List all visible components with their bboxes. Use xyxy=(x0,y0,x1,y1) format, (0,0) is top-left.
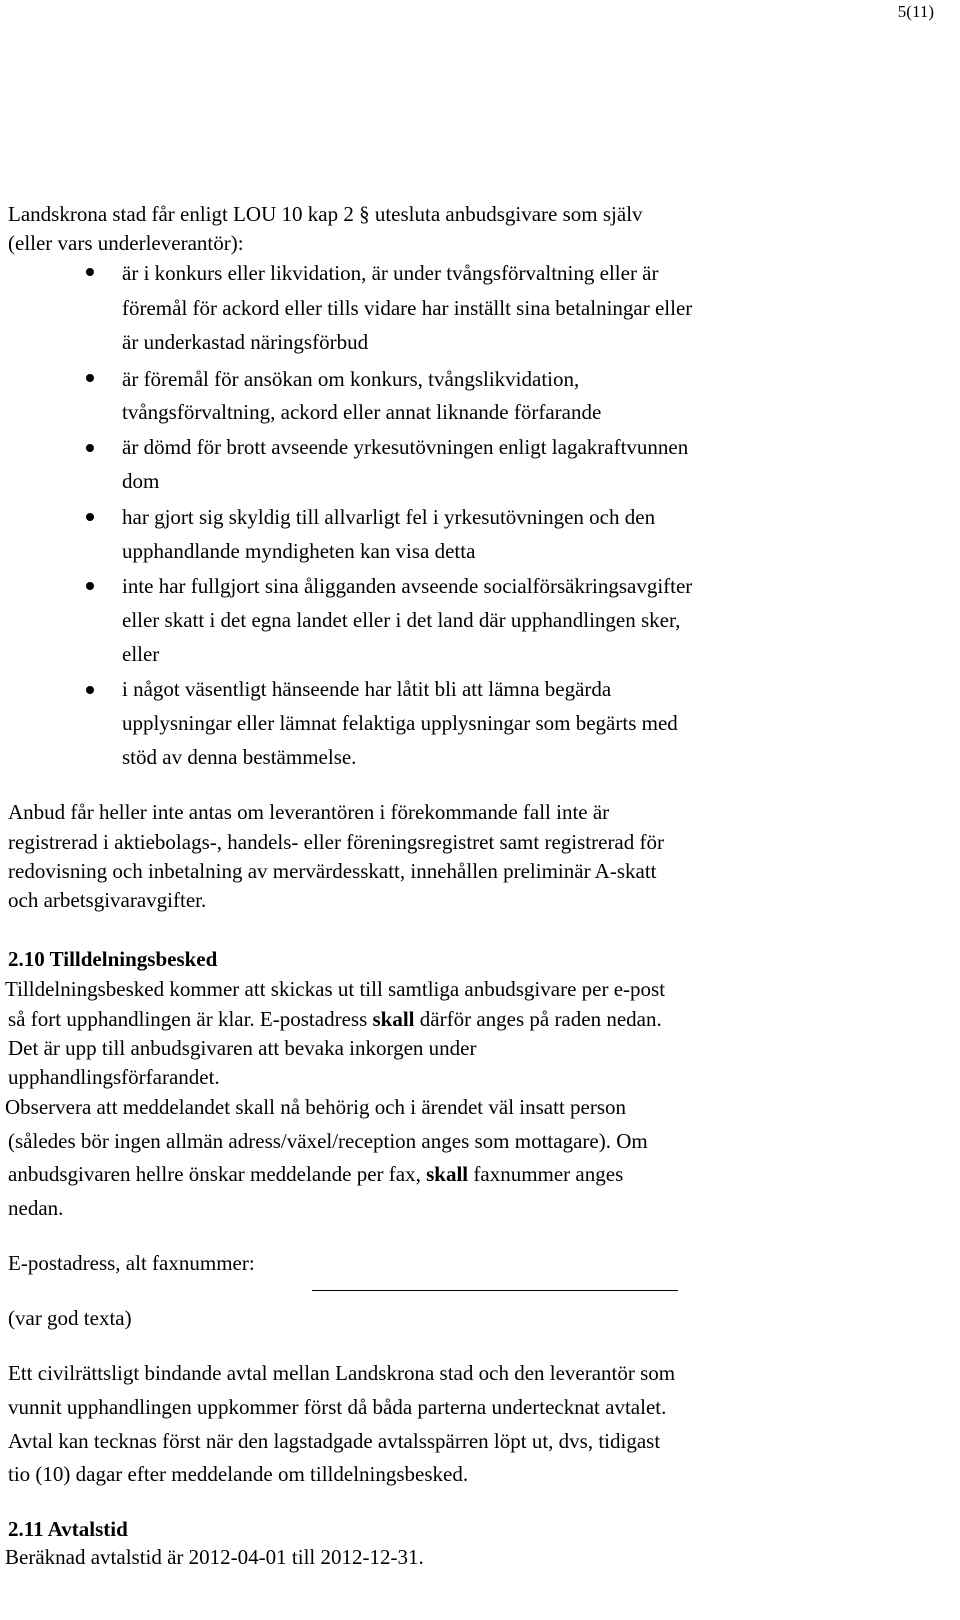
tilldelning-line: upphandlingsförfarandet. xyxy=(8,1065,220,1089)
bullet-icon xyxy=(86,268,94,276)
contact-field-label: E-postadress, alt faxnummer: xyxy=(8,1251,255,1275)
tilldelning-line: anbudsgivaren hellre önskar meddelande per fax, skall faxnummer anges xyxy=(8,1162,624,1186)
list-item-line: dom xyxy=(122,469,160,493)
tilldelning-line: Tilldelningsbesked kommer att skickas ut till samtliga anbudsgivare per e-post xyxy=(5,977,666,1001)
list-item-line: eller skatt i det egna landet eller i det land där upphandlingen sker, xyxy=(122,608,681,632)
list-item-line: stöd av denna bestämmelse. xyxy=(122,745,357,769)
anbud-line: redovisning och inbetalning av mervärdesskatt, innehållen preliminär A-skatt xyxy=(8,859,657,883)
list-item-line: föremål för ackord eller tills vidare har inställt sina betalningar eller xyxy=(122,296,693,320)
anbud-line: Anbud får heller inte antas om leverantören i förekommande fall inte är xyxy=(8,800,610,824)
bullet-icon xyxy=(86,374,94,382)
contact-field-hint: (var god texta) xyxy=(8,1306,132,1330)
tilldelning-line: Det är upp till anbudsgivaren att bevaka inkorgen under xyxy=(8,1036,477,1060)
page-number: 5(11) xyxy=(897,2,934,21)
tilldelning-line: nedan. xyxy=(8,1196,64,1220)
list-item-line: tvångsförvaltning, ackord eller annat liknande förfarande xyxy=(122,400,602,424)
avtal-line: tio (10) dagar efter meddelande om tilldelningsbesked. xyxy=(8,1462,469,1486)
intro-line-1: Landskrona stad får enligt LOU 10 kap 2 § utesluta anbudsgivare som själv xyxy=(8,202,643,226)
tilldelning-line: så fort upphandlingen är klar. E-postadress skall därför anges på raden nedan. xyxy=(8,1007,662,1031)
avtal-line: Ett civilrättsligt bindande avtal mellan Landskrona stad och den leverantör som xyxy=(8,1361,676,1385)
anbud-line: registrerad i aktiebolags-, handels- eller föreningsregistret samt registrerad för xyxy=(8,830,664,854)
list-item-line: är i konkurs eller likvidation, är under tvångsförvaltning eller är xyxy=(122,261,659,285)
list-item-line: eller xyxy=(122,642,160,666)
bullet-icon xyxy=(86,686,94,694)
list-item-line: är dömd för brott avseende yrkesutövningen enligt lagakraftvunnen xyxy=(122,435,689,459)
list-item-line: är föremål för ansökan om konkurs, tvångslikvidation, xyxy=(122,367,580,391)
list-item-line: har gjort sig skyldig till allvarligt fel i yrkesutövningen och den xyxy=(122,505,656,529)
section-heading-2-10: 2.10 Tilldelningsbesked xyxy=(8,947,218,971)
avtal-line: vunnit upphandlingen uppkommer först då båda parterna undertecknat avtalet. xyxy=(8,1395,667,1419)
list-item-line: upphandlande myndigheten kan visa detta xyxy=(122,539,476,563)
tilldelning-line: (således bör ingen allmän adress/växel/reception anges som mottagare). Om xyxy=(8,1129,648,1153)
list-item-line: upplysningar eller lämnat felaktiga upplysningar som begärts med xyxy=(122,711,678,735)
avtal-line: Avtal kan tecknas först när den lagstadgade avtalsspärren löpt ut, dvs, tidigast xyxy=(8,1429,661,1453)
avtalstid-line: Beräknad avtalstid är 2012-04-01 till 2012-12-31. xyxy=(5,1545,424,1569)
anbud-line: och arbetsgivaravgifter. xyxy=(8,888,207,912)
tilldelning-line: Observera att meddelandet skall nå behörig och i ärendet väl insatt person xyxy=(5,1095,627,1119)
list-item-line: är underkastad näringsförbud xyxy=(122,330,369,354)
bullet-icon xyxy=(86,444,94,452)
contact-field-input-line[interactable] xyxy=(312,1290,678,1291)
bullet-icon xyxy=(86,513,94,521)
list-item-line: i något väsentligt hänseende har låtit bli att lämna begärda xyxy=(122,677,612,701)
bullet-icon xyxy=(86,582,94,590)
section-heading-2-11: 2.11 Avtalstid xyxy=(8,1517,128,1541)
list-item-line: inte har fullgjort sina åligganden avseende socialförsäkringsavgifter xyxy=(122,574,693,598)
intro-line-2: (eller vars underleverantör): xyxy=(8,231,244,255)
